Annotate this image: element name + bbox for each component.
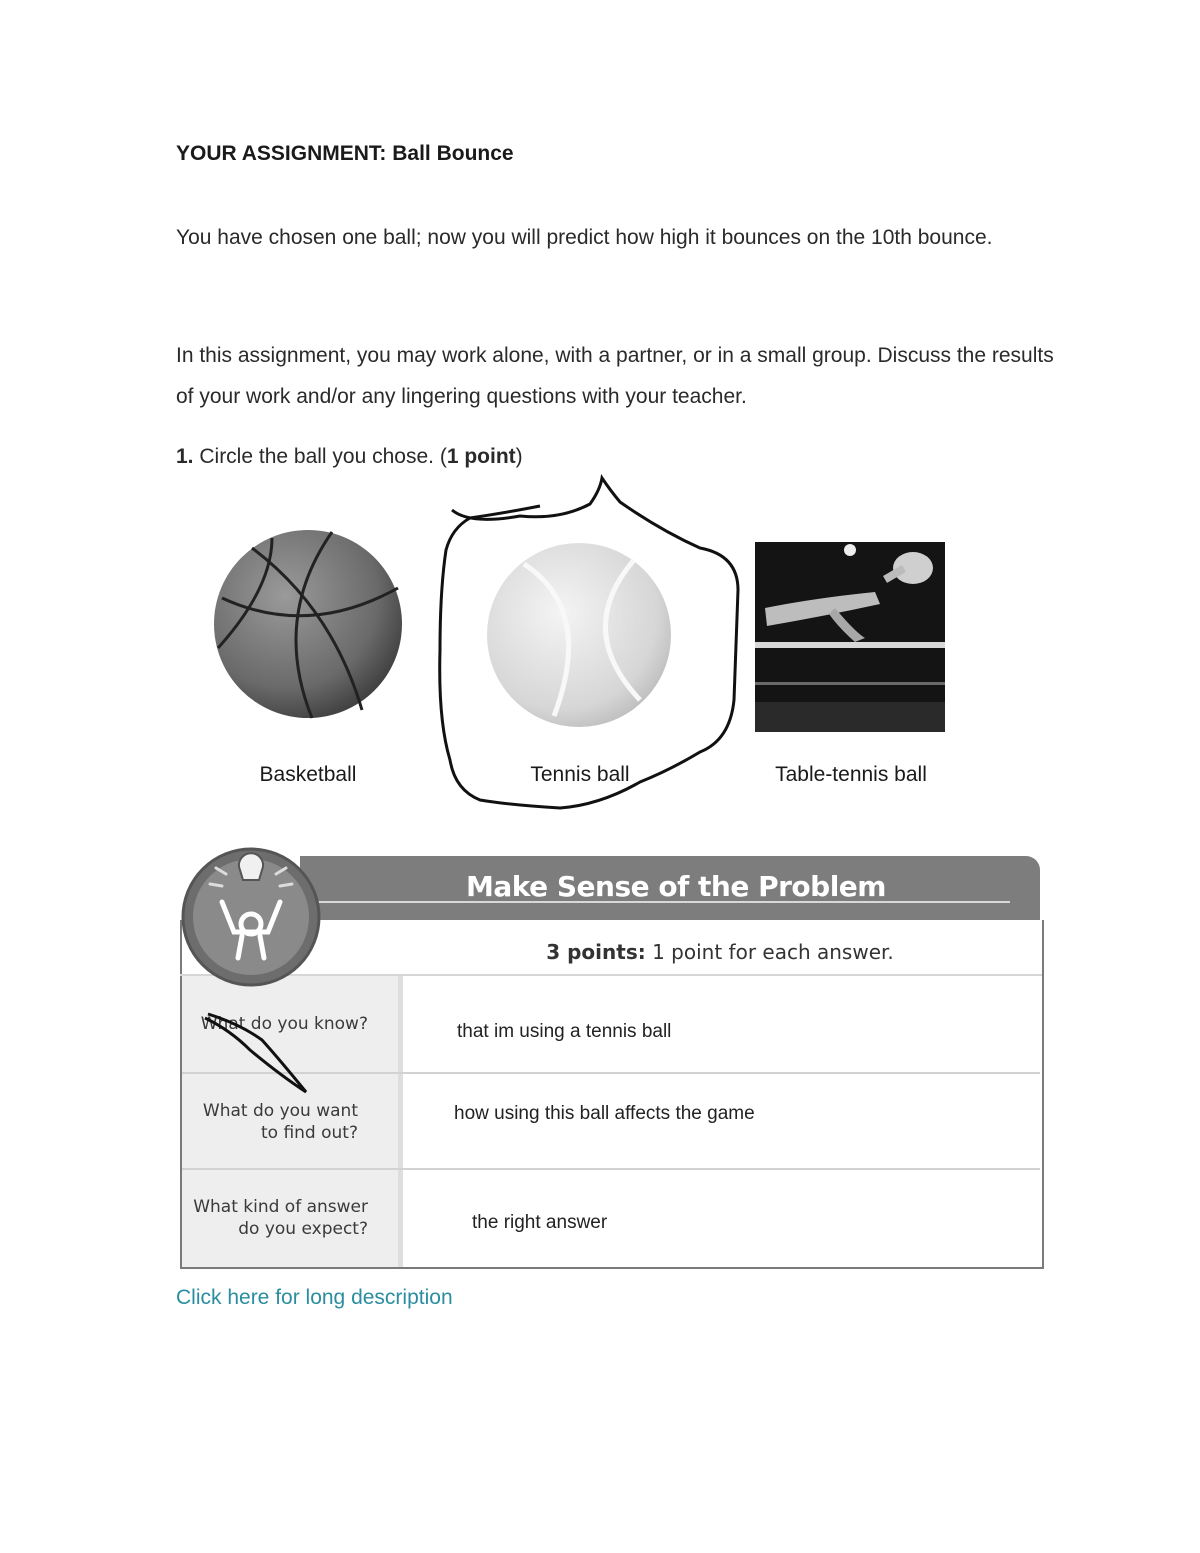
long-description-link[interactable]: Click here for long description [176, 1286, 453, 1309]
points-line [400, 940, 1040, 964]
points-rest: 1 point for each answer. [645, 940, 894, 964]
answer-expect[interactable]: the right answer [472, 1212, 608, 1233]
intro-paragraph-2: In this assignment, you may work alone, with a partner, or in a small group. Discuss the results of your work and/or any lingering questions with your teacher. [176, 344, 1054, 408]
row-label-find-out: What do you want to find out? [202, 1101, 358, 1143]
question-1 [176, 445, 523, 469]
question-number: 1. [176, 445, 194, 468]
row-label-expect: What kind of answer do you expect? [193, 1197, 368, 1239]
table-tennis-image[interactable] [755, 542, 945, 732]
question-points: 1 point [446, 445, 516, 468]
answer-find-out[interactable]: how using this ball affects the game [454, 1103, 755, 1124]
assignment-heading: YOUR ASSIGNMENT: Ball Bounce [176, 142, 514, 165]
points-bold: 3 points: [546, 940, 646, 964]
basketball-image[interactable] [212, 528, 404, 720]
answer-know[interactable]: that im using a tennis ball [457, 1021, 672, 1042]
basketball-caption: Basketball [259, 763, 357, 786]
lightbulb-person-icon [180, 846, 322, 988]
row-divider [182, 1168, 1040, 1170]
table-tennis-caption: Table-tennis ball [775, 763, 927, 786]
column-divider [398, 976, 403, 1267]
tennis-ball-caption: Tennis ball [530, 763, 630, 786]
row-divider [182, 1072, 1040, 1074]
row-label-know: What do you know? [200, 1014, 368, 1034]
question-close: ) [515, 445, 523, 468]
intro-paragraph-1: You have chosen one ball; now you will predict how high it bounces on the 10th bounce. [176, 226, 993, 249]
panel-title: Make Sense of the Problem [466, 870, 886, 903]
tennis-ball-image[interactable] [484, 540, 674, 730]
question-text: Circle the ball you chose. ( [199, 445, 447, 468]
